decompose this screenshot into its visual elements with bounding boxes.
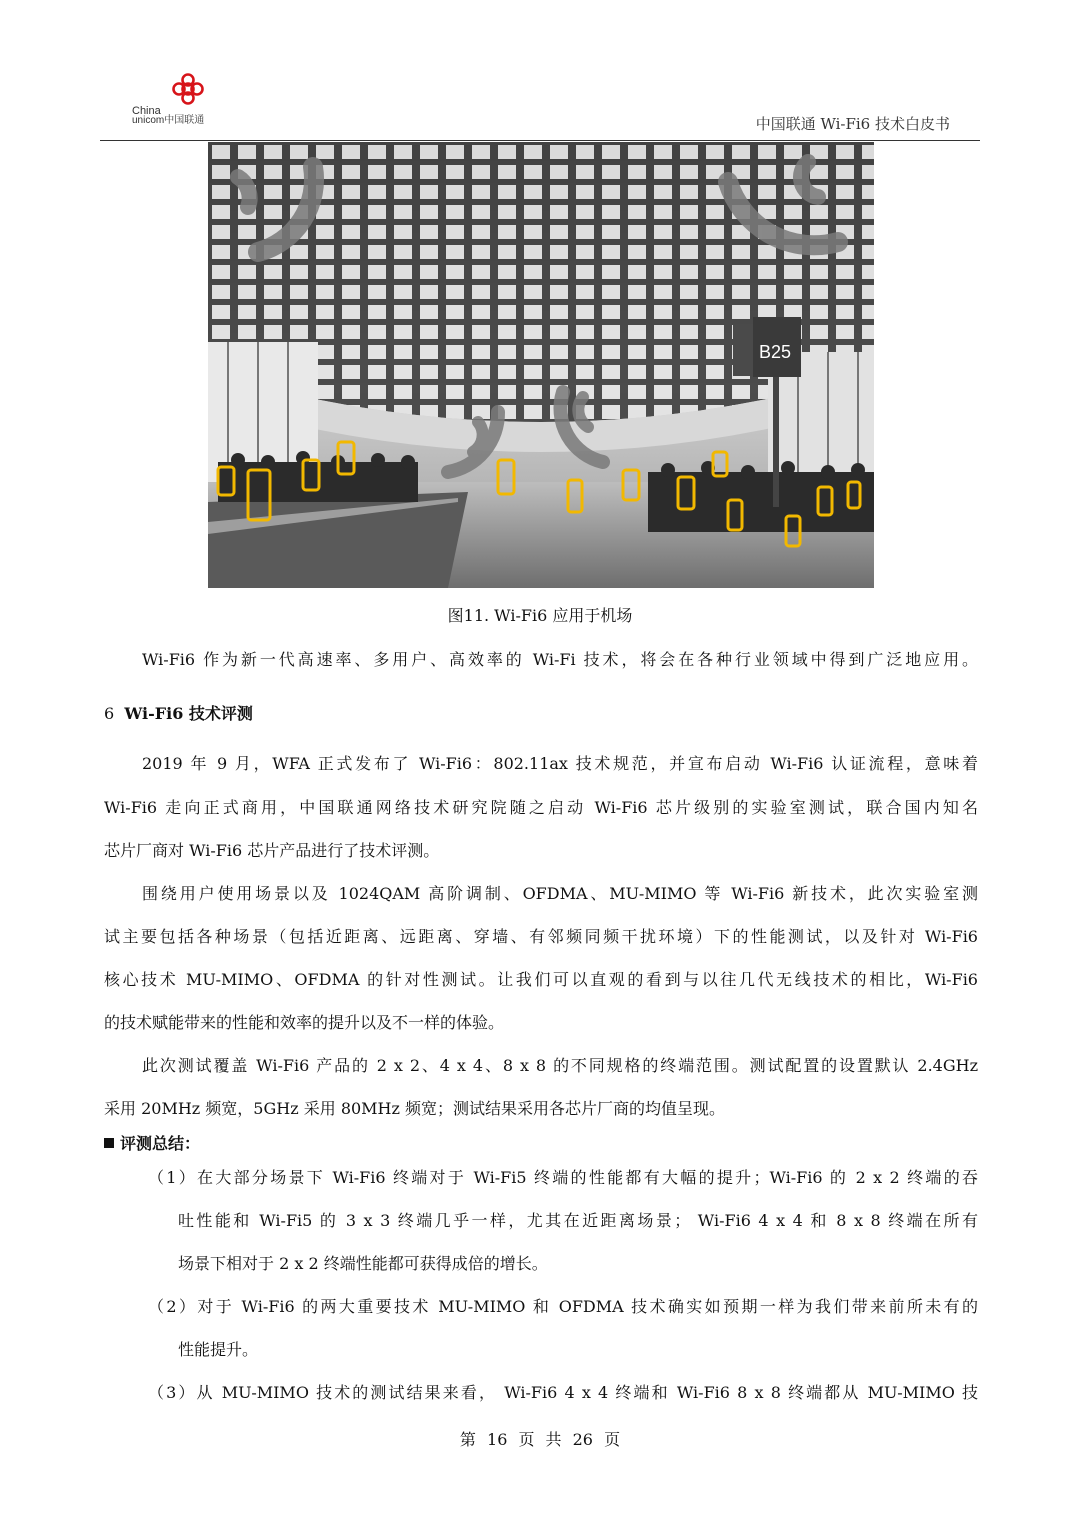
summary-item-line: 场景下相对于 2 x 2 终端性能都可获得成倍的增长。: [178, 1254, 548, 1273]
summary-item-line: 吐性能和 Wi-Fi5 的 3 x 3 终端几乎一样，尤其在近距离场景； Wi-Fi6 4 x 4 和 8 x 8 终端在所有: [178, 1211, 978, 1230]
paragraph-line: 试主要包括各种场景（包括近距离、远距离、穿墙、有邻频同频干扰环境）下的性能测试，以及针对 Wi-Fi6: [104, 927, 978, 946]
airport-photo: [208, 142, 874, 588]
section-title: Wi-Fi6 技术评测: [124, 704, 253, 723]
square-bullet-icon: [104, 1138, 114, 1148]
paragraph-line: 2019 年 9 月，WFA 正式发布了 Wi-Fi6：802.11ax 技术规范，并宣布启动 Wi-Fi6 认证流程，意味着: [142, 754, 978, 773]
logo-text-line2: unicom中国联通: [132, 115, 205, 126]
paragraph-line: 核心技术 MU-MIMO、OFDMA 的针对性测试。让我们可以直观的看到与以往几代无线技术的相比，Wi-Fi6: [104, 970, 978, 989]
page-footer: 第 16 页 共 26 页: [459, 1430, 621, 1449]
summary-item-line: （3）从 MU-MIMO 技术的测试结果来看， Wi-Fi6 4 x 4 终端和 Wi-Fi6 8 x 8 终端都从 MU-MIMO 技: [148, 1383, 978, 1402]
document-title: 中国联通 Wi-Fi6 技术白皮书: [755, 115, 950, 133]
section-number: 6: [104, 704, 115, 723]
summary-heading: [104, 1131, 200, 1154]
paragraph-line: 采用 20MHz 频宽，5GHz 采用 80MHz 频宽；测试结果采用各芯片厂商的均值呈现。: [104, 1099, 726, 1118]
summary-label: 评测总结：: [120, 1134, 201, 1153]
intro-paragraph: Wi-Fi6 作为新一代高速率、多用户、高效率的 Wi-Fi 技术，将会在各种行业领域中得到广泛地应用。: [142, 650, 978, 669]
paragraph-line: 此次测试覆盖 Wi-Fi6 产品的 2 x 2、4 x 4、8 x 8 的不同规格的终端范围。测试配置的设置默认 2.4GHz: [142, 1056, 978, 1075]
page-header: [100, 78, 980, 141]
paragraph-line: Wi-Fi6 走向正式商用，中国联通网络技术研究院随之启动 Wi-Fi6 芯片级别的实验室测试，联合国内知名: [104, 798, 978, 817]
paragraph-line: 的技术赋能带来的性能和效率的提升以及不一样的体验。: [104, 1013, 505, 1032]
figure-caption: 图11. Wi-Fi6 应用于机场: [447, 606, 633, 625]
gate-sign-text: B25: [759, 342, 792, 362]
paragraph-line: 围绕用户使用场景以及 1024QAM 高阶调制、OFDMA、MU-MIMO 等 Wi-Fi6 新技术，此次实验室测: [142, 884, 978, 903]
section-heading: [104, 701, 253, 724]
china-unicom-logo: [132, 78, 222, 128]
summary-item-line: （1）在大部分场景下 Wi-Fi6 终端对于 Wi-Fi5 终端的性能都有大幅的提升；Wi-Fi6 的 2 x 2 终端的吞: [148, 1168, 978, 1187]
summary-item-line: （2）对于 Wi-Fi6 的两大重要技术 MU-MIMO 和 OFDMA 技术确实如预期一样为我们带来前所未有的: [148, 1297, 978, 1316]
logo-text-line1: China: [132, 105, 161, 117]
unicom-knot-icon: [166, 72, 210, 106]
paragraph-line: 芯片厂商对 Wi-Fi6 芯片产品进行了技术评测。: [104, 841, 440, 860]
airport-illustration: [208, 142, 874, 588]
summary-item-line: 性能提升。: [178, 1340, 259, 1359]
